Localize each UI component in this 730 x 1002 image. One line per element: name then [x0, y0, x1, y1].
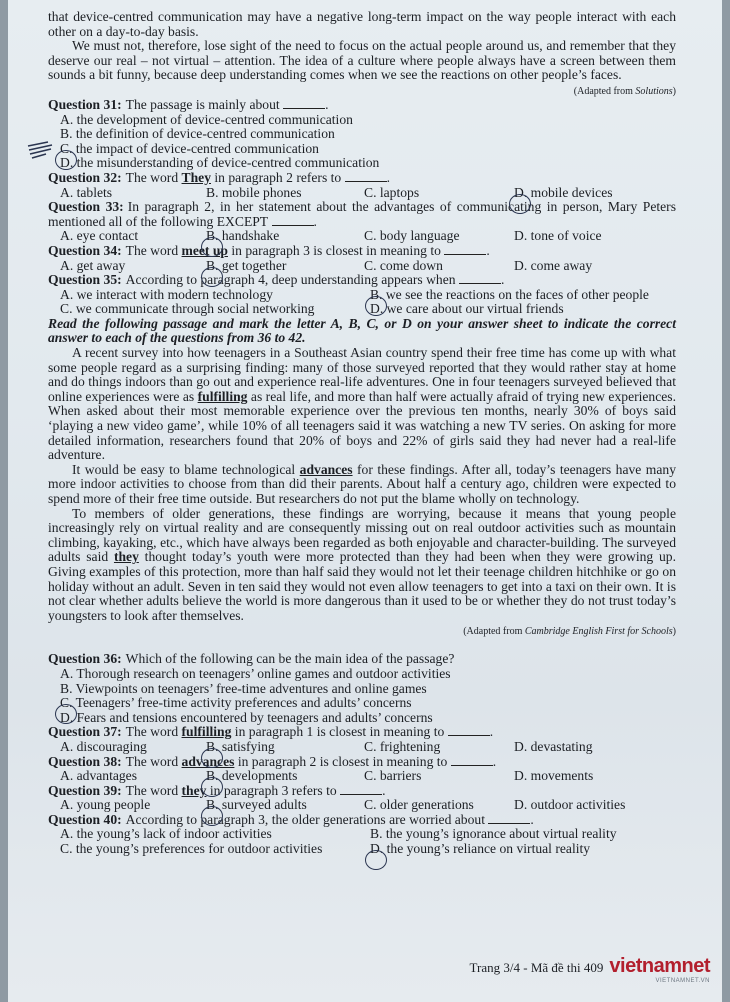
option-d[interactable]: D. the misunderstanding of device-centred communication — [60, 155, 380, 171]
option-a[interactable]: A. the development of device-centred communication — [60, 111, 353, 127]
question-40: Question 40: According to paragraph 3, the older generations are worried about . A. the young’s lack of indoor activities B. the young’s ignorance about virtual reality C. the young’s preferences for outdoor activities D. the young’s reliance on virtual reality — [48, 811, 617, 857]
option-a[interactable]: A. Thorough research on teenagers’ online games and outdoor activities — [60, 665, 451, 681]
option-a[interactable]: A. eye contact — [60, 228, 139, 244]
keyword: meet up — [181, 242, 228, 258]
option-c[interactable]: C. barriers — [364, 768, 422, 784]
option-c[interactable]: C. frightening — [364, 738, 441, 754]
option-b[interactable]: B. the definition of device-centred communication — [60, 126, 335, 142]
option-d-circled[interactable]: D. the young’s reliance on virtual reality — [370, 841, 591, 857]
option-b[interactable]: B. mobile phones — [206, 184, 302, 200]
option-d[interactable]: D. movements — [514, 768, 594, 784]
option-b-circled[interactable]: B. get together — [206, 257, 287, 273]
option-b-circled[interactable]: B. surveyed adults — [206, 797, 307, 813]
option-c[interactable]: C. come down — [364, 257, 443, 273]
option-c-circled[interactable]: C. Teenagers’ free-time activity preferences and adults’ concerns — [60, 695, 412, 711]
option-b-circled[interactable]: B. satisfying — [206, 738, 275, 754]
option-d-circled[interactable]: D. mobile devices — [514, 184, 613, 200]
option-a[interactable]: A. get away — [60, 257, 126, 273]
source-citation: (Adapted from Cambridge English First for Schools) — [463, 626, 676, 638]
passage-paragraph: that device-centred communication may have a negative long-term impact on the way people interact with each other on a day-to-day basis. — [48, 9, 676, 39]
question-33: Question 33: In paragraph 2, in her statement about the advantages of communicating in person, Mary Peters mentioned all of the following EXCEPT . A. eye contact B. handshake C. body language D. tone of voice — [48, 199, 676, 244]
question-39: Question 39: The word they in paragraph 3 refers to . A. young people B. surveyed adults C. older generations D. outdoor activities — [48, 784, 676, 813]
page-content — [48, 10, 676, 857]
option-c-circled[interactable]: C. the impact of device-centred communication — [60, 140, 319, 156]
option-d[interactable]: D. tone of voice — [514, 228, 602, 244]
option-b[interactable]: B. the young’s ignorance about virtual reality — [370, 826, 617, 842]
source-citation: (Adapted from Solutions) — [573, 85, 676, 97]
passage-paragraph-2: It would be easy to blame technological advances for these findings. After all, today’s teenagers have many more indoor activities to choose from than did their parents. About half a century ago, children were expected to spend more of their free time outside. But researchers do not put the blame wholly on technology. — [48, 461, 676, 506]
option-a[interactable]: A. young people — [60, 797, 151, 813]
page-number: Trang 3/4 - Mã đề thi 409 — [469, 960, 604, 975]
option-d[interactable]: D. devastating — [514, 738, 593, 754]
page-footer — [470, 955, 710, 984]
passage-paragraph-1: A recent survey into how teenagers in a Southeast Asian country spend their free time has come up with what some people regard as a surprising finding: many of those surveyed reported that they would rather stay at home and do things indoors than go out and experience real-life adventures. One in four teenagers surveyed believed that online experiences were as fulfilling as real life, and more than half were actually afraid of trying new experiences. When asked about their most memorable experience over the previous ten months, nearly 30% of boys said ‘playing a new video game’, while 10% of all teenagers said it was watching a new TV series. On asking for more detailed information, researchers found that 20% of boys and 22% of girls said they had never had a real-life adventure. — [48, 345, 676, 463]
option-d[interactable]: D. Fears and tensions encountered by teenagers and adults’ concerns — [60, 709, 433, 725]
exam-page — [8, 0, 722, 1002]
option-d[interactable]: D. outdoor activities — [514, 797, 626, 813]
option-d[interactable]: D. come away — [514, 257, 593, 273]
option-b-circled[interactable]: B. handshake — [206, 228, 280, 244]
question-35: Question 35: According to paragraph 4, deep understanding appears when . A. we interact with modern technology B. we see the reactions on the faces of other people C. we communicate through social networking D. we care about our virtual friends — [48, 272, 649, 317]
option-a[interactable]: A. we interact with modern technology — [60, 286, 273, 302]
question-37: Question 37: The word fulfilling in paragraph 1 is closest in meaning to . A. discouraging B. satisfying C. frightening D. devastating — [48, 725, 676, 754]
passage-paragraph-3: To members of older generations, these findings are worrying, because it means that young people increasingly rely on virtual reality and are consequently missing out on real outdoor activities such as mountain climbing, kayaking, etc., which have always been regarded as both enjoyable and character-building. The surveyed adults said they thought today’s youth were more protected than they had been when they were growing up. Giving examples of this protection, more than half said they would not let their teenage children hitchhike or go on holiday without an adult. Seven in ten said they would not even allow teenagers to get into a taxi on their own. It is not clear whether adults believe the world is more dangerous than it used to be or whether they do not trust today’s youngsters to look after themselves. — [48, 505, 676, 623]
option-a[interactable]: A. the young’s lack of indoor activities — [60, 826, 272, 842]
question-34: Question 34: The word meet up in paragraph 3 is closest in meaning to . A. get away B. get together C. come down D. come away — [48, 244, 676, 273]
option-c[interactable]: C. body language — [364, 228, 460, 244]
section-instruction: Read the following passage and mark the letter A, B, C, or D on your answer sheet to indicate the correct answer to each of the questions from 36 to 42. — [48, 315, 676, 346]
keyword: They — [181, 169, 211, 185]
option-b-circled[interactable]: B. developments — [206, 768, 298, 784]
option-d[interactable]: D. we care about our virtual friends — [370, 301, 564, 317]
option-a[interactable]: A. advantages — [60, 768, 138, 784]
option-c[interactable]: C. the young’s preferences for outdoor activities — [60, 841, 323, 857]
option-c[interactable]: C. we communicate through social networking — [60, 301, 315, 317]
question-36: Question 36: Which of the following can be the main idea of the passage? A. Thorough research on teenagers’ online games and outdoor activities B. Viewpoints on teenagers’ free-time adventures and online games C. Teenagers’ free-time activity preferences and adults’ concerns D. Fears and tensions encountered by teenagers and adults’ concerns — [48, 652, 676, 725]
question-32: Question 32: The word They in paragraph 2 refers to . A. tablets B. mobile phones C. laptops D. mobile devices — [48, 171, 676, 200]
passage-paragraph: We must not, therefore, lose sight of the need to focus on the actual people around us, and remember that they deserve our real – not virtual – attention. The idea of a culture where people always have a screen between them sounds a bit funny, because deep understanding comes when we see the reactions on other people’s faces. — [48, 38, 676, 83]
question-31: Question 31: The passage is mainly about . A. the development of device-centred communication B. the definition of device-centred communication C. the impact of device-centred communication D. the misunderstanding of device-centred communication — [48, 98, 676, 171]
option-c[interactable]: C. laptops — [364, 184, 420, 200]
option-a[interactable]: A. tablets — [60, 184, 113, 200]
option-c[interactable]: C. older generations — [364, 797, 474, 813]
option-a[interactable]: A. discouraging — [60, 738, 147, 754]
option-b-circled[interactable]: B. we see the reactions on the faces of other people — [370, 286, 649, 302]
vietnamnet-logo: vietnamnet VIETNAMNET.VN — [609, 955, 710, 984]
option-b[interactable]: B. Viewpoints on teenagers’ free-time adventures and online games — [60, 680, 427, 696]
question-38: Question 38: The word advances in paragraph 2 is closest in meaning to . A. advantages B. developments C. barriers D. movements — [48, 755, 676, 784]
